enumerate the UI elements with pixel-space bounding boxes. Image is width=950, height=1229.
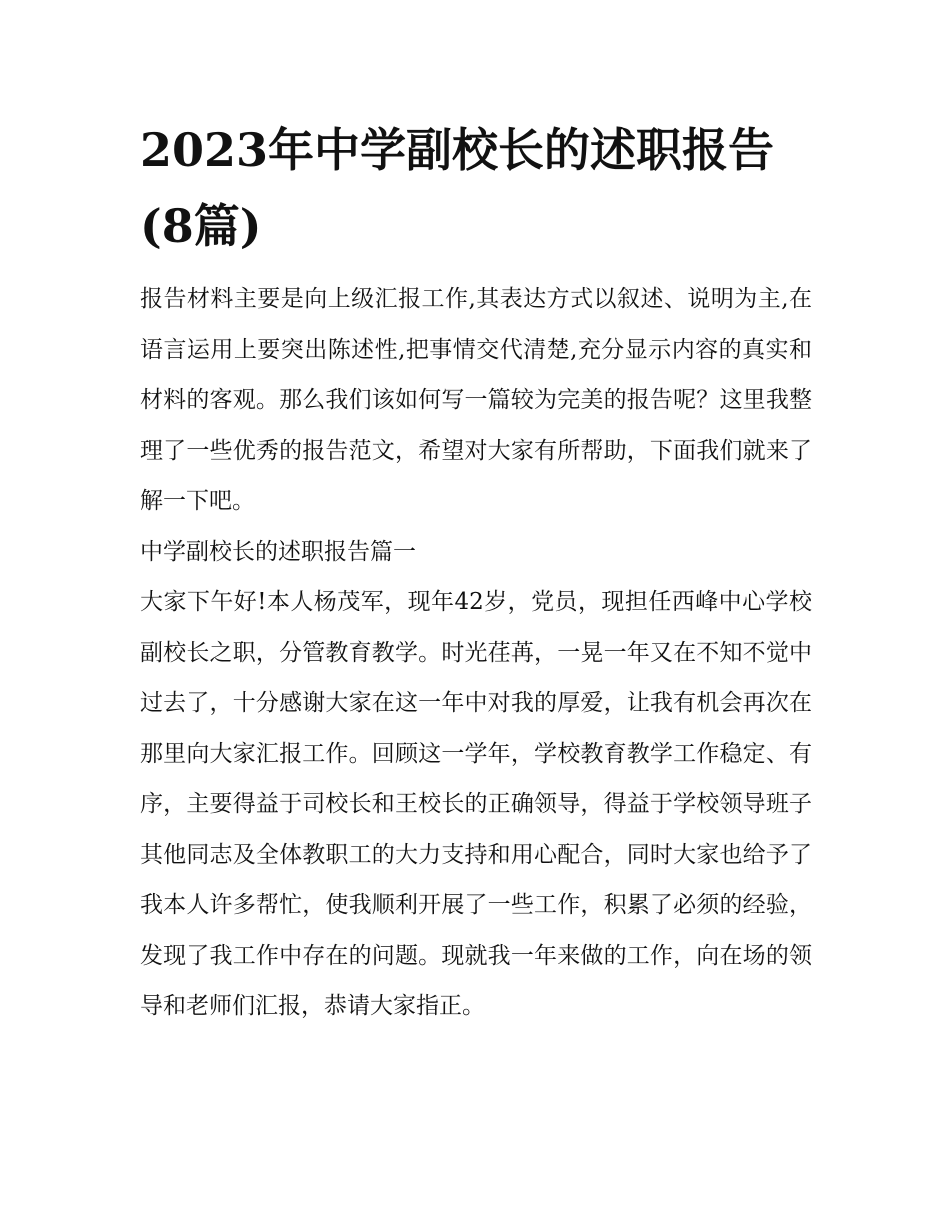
intro-paragraph: 报告材料主要是向上级汇报工作,其表达方式以叙述、说明为主,在语言运用上要突出陈述性,把事情交代清楚,充分显示内容的真实和材料的客观。那么我们该如何写一篇较为完美的报告呢？这里我整理了一些优秀的报告范文，希望对大家有所帮助，下面我们就来了解一下吧。 (140, 286, 812, 514)
document-page (140, 112, 812, 1032)
document-title: 2023年中学副校长的述职报告(8篇) (140, 123, 775, 253)
body-paragraph: 大家下午好!本人杨茂军，现年42岁，党员，现担任西峰中心学校副校长之职，分管教育教学。时光荏苒，一晃一年又在不知不觉中过去了，十分感谢大家在这一年中对我的厚爱，让我有机会再次在那里向大家汇报工作。回顾这一学年，学校教育教学工作稳定、有序，主要得益于司校长和王校长的正确领导，得益于学校领导班子其他同志及全体教职工的大力支持和用心配合，同时大家也给予了我本人许多帮忙，使我顺利开展了一些工作，积累了必须的经验，发现了我工作中存在的问题。现就我一年来做的工作，向在场的领导和老师们汇报，恭请大家指正。 (140, 589, 812, 1019)
section-heading: 中学副校长的述职报告篇一 (140, 538, 416, 565)
